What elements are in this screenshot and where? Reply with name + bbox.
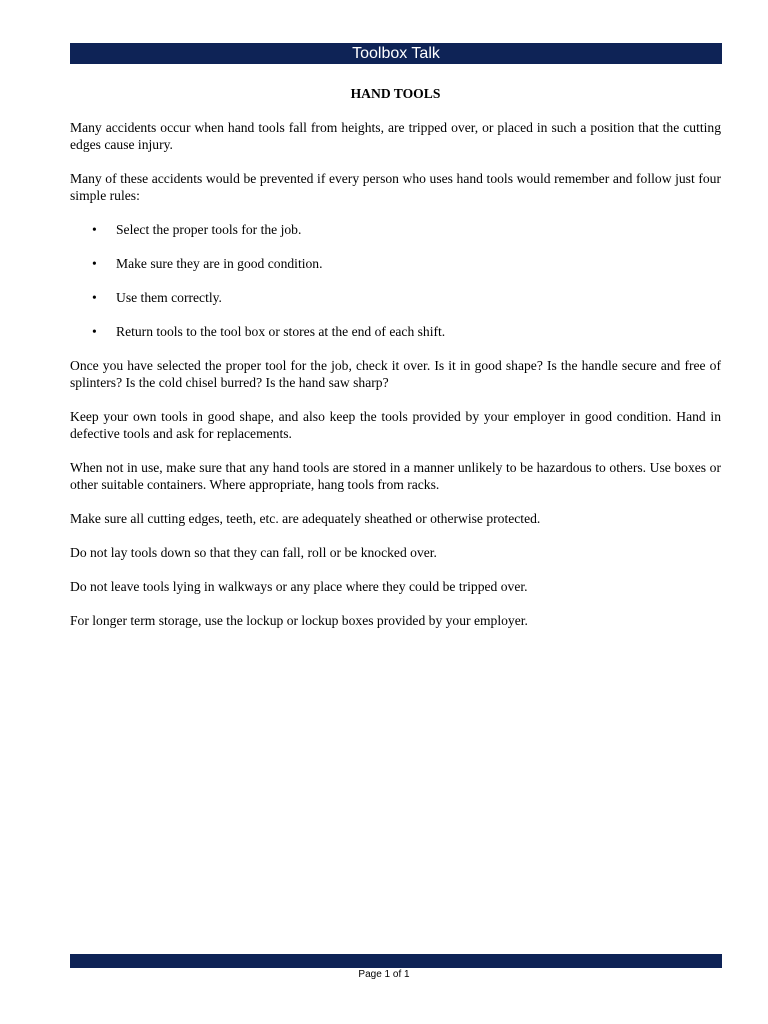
- bullet-icon: •: [92, 222, 97, 237]
- rule-text: Make sure they are in good condition.: [116, 256, 323, 271]
- body-paragraph: Do not leave tools lying in walkways or any place where they could be tripped over.: [70, 579, 528, 594]
- bullet-icon: •: [92, 256, 97, 271]
- list-item: [70, 323, 721, 340]
- body-paragraph: Keep your own tools in good shape, and also keep the tools provided by your employer in good condition. Hand in defective tools and ask for replacements.: [70, 409, 721, 441]
- header-title: Toolbox Talk: [352, 45, 440, 62]
- body-paragraph: For longer term storage, use the lockup or lockup boxes provided by your employer.: [70, 613, 528, 628]
- intro-paragraph: Many of these accidents would be prevented if every person who uses hand tools would remember and follow just four simple rules:: [70, 171, 721, 203]
- header-banner: [70, 43, 722, 64]
- footer-banner: [70, 954, 722, 968]
- document-body: [70, 85, 721, 646]
- body-paragraph: Do not lay tools down so that they can fall, roll or be knocked over.: [70, 545, 437, 560]
- bullet-icon: •: [92, 290, 97, 305]
- rules-list: [70, 221, 721, 340]
- document-title: HAND TOOLS: [350, 86, 441, 101]
- rule-text: Use them correctly.: [116, 290, 222, 305]
- rule-text: Return tools to the tool box or stores at the end of each shift.: [116, 324, 446, 339]
- body-paragraph: Make sure all cutting edges, teeth, etc. are adequately sheathed or otherwise protected.: [70, 511, 541, 526]
- intro-paragraph: Many accidents occur when hand tools fall from heights, are tripped over, or placed in such a position that the cutting edges cause injury.: [70, 120, 721, 152]
- bullet-icon: •: [92, 324, 97, 339]
- body-paragraph: When not in use, make sure that any hand tools are stored in a manner unlikely to be hazardous to others. Use boxes or other suitable containers. Where appropriate, hang tools from racks.: [70, 460, 721, 492]
- page-number: Page 1 of 1: [358, 969, 410, 980]
- list-item: [70, 221, 721, 238]
- body-paragraph: Once you have selected the proper tool for the job, check it over. Is it in good shape? Is the handle secure and free of splinters? Is the cold chisel burred? Is the hand saw sharp?: [70, 358, 721, 390]
- rule-text: Select the proper tools for the job.: [116, 222, 302, 237]
- list-item: [70, 255, 721, 272]
- list-item: [70, 289, 721, 306]
